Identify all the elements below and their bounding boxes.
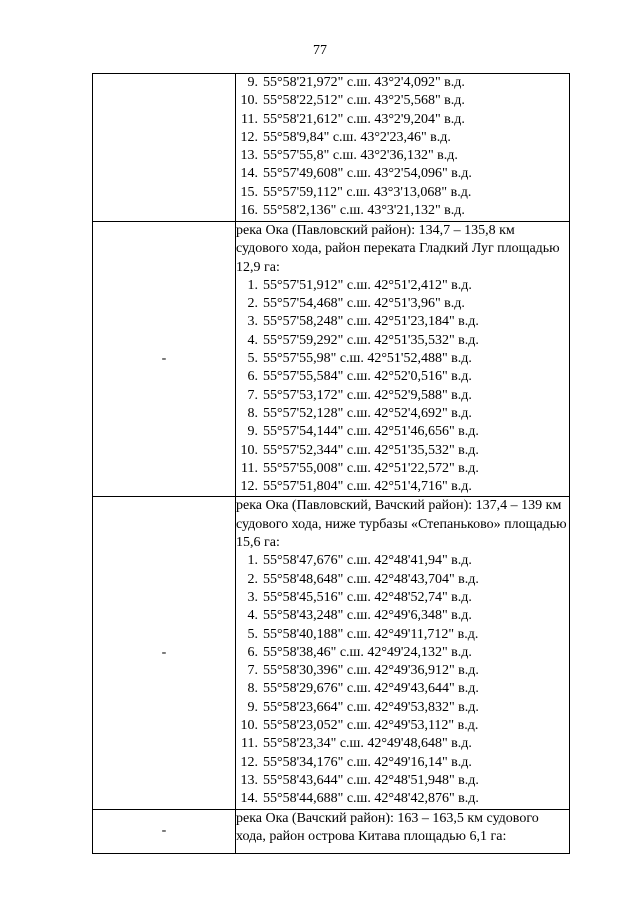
coordinate-list — [236, 74, 569, 220]
coordinate-item — [236, 717, 569, 735]
coordinate-number: 10. — [240, 93, 258, 109]
coordinate-number: 14. — [240, 791, 258, 807]
coordinate-text: 55°58'21,972" с.ш. 43°2'4,092" в.д. — [263, 75, 465, 90]
coordinate-item — [236, 772, 569, 790]
coordinate-item — [236, 147, 569, 165]
coordinate-text: 55°57'55,584" с.ш. 42°52'0,516" в.д. — [263, 369, 472, 385]
coordinate-text: 55°58'23,664" с.ш. 42°49'53,832" в.д. — [263, 699, 479, 715]
coordinate-text: 55°57'55,98" с.ш. 42°51'52,488" в.д. — [263, 351, 472, 367]
coordinate-text: 55°57'51,804" с.ш. 42°51'4,716" в.д. — [263, 479, 472, 495]
coordinate-text: 55°57'58,248" с.ш. 42°51'23,184" в.д. — [263, 314, 479, 330]
coordinate-text: 55°57'51,912" с.ш. 42°51'2,412" в.д. — [263, 277, 472, 293]
section-intro: река Ока (Павловский район): 134,7 – 135,8 км судового хода, район переката Гладкий Луг площадью 12,9 га: — [236, 223, 560, 275]
left-cell: - — [93, 497, 236, 809]
coordinate-item — [236, 368, 569, 386]
coordinate-number: 16. — [240, 203, 258, 219]
coordinate-number: 7. — [247, 387, 258, 403]
coordinate-text: 55°57'54,144" с.ш. 42°51'46,656" в.д. — [263, 424, 479, 440]
coordinate-item — [236, 111, 569, 129]
coordinate-item — [236, 350, 569, 368]
coordinate-text: 55°58'21,612" с.ш. 43°2'9,204" в.д. — [263, 111, 465, 127]
coordinate-number: 7. — [247, 663, 258, 679]
coordinate-number: 3. — [247, 589, 258, 605]
coordinate-text: 55°58'38,46" с.ш. 42°49'24,132" в.д. — [263, 644, 472, 660]
section-intro: река Ока (Павловский, Вачский район): 137,4 – 139 км судового хода, ниже турбазы «Степаньково» площадью 15,6 га: — [236, 498, 567, 551]
coordinate-text: 55°58'23,34" с.ш. 42°49'48,648" в.д. — [263, 736, 472, 752]
coordinate-item — [236, 74, 569, 92]
coordinate-item — [236, 165, 569, 183]
coordinate-item — [236, 184, 569, 202]
coordinate-number: 12. — [240, 754, 258, 770]
coordinate-item — [236, 735, 569, 753]
coordinate-list — [236, 552, 569, 808]
coordinate-item — [236, 313, 569, 331]
coordinate-number: 14. — [240, 166, 258, 182]
coordinate-item — [236, 571, 569, 589]
coordinates-table — [92, 73, 570, 854]
table-row — [93, 809, 570, 853]
coordinate-item — [236, 202, 569, 220]
coordinate-number: 9. — [247, 699, 258, 715]
left-cell: - — [93, 809, 236, 853]
coordinate-item — [236, 644, 569, 662]
coordinate-number: 15. — [240, 184, 258, 200]
coordinate-number: 6. — [247, 369, 258, 385]
coordinate-item — [236, 92, 569, 110]
coordinate-list — [236, 277, 569, 497]
coordinate-item — [236, 405, 569, 423]
coordinate-item — [236, 332, 569, 350]
coordinate-text: 55°58'9,84" с.ш. 43°2'23,46" в.д. — [263, 129, 451, 145]
table-row — [93, 74, 570, 222]
coordinate-text: 55°58'40,188" с.ш. 42°49'11,712" в.д. — [263, 626, 479, 642]
coordinate-number: 4. — [247, 332, 258, 348]
section-intro: река Ока (Вачский район): 163 – 163,5 км судового хода, район острова Китава площадью 6,1 га: — [236, 810, 539, 844]
coordinate-number: 10. — [240, 442, 258, 458]
coordinate-text: 55°58'30,396" с.ш. 42°49'36,912" в.д. — [263, 663, 479, 679]
coordinate-number: 8. — [247, 405, 258, 421]
coordinate-item — [236, 387, 569, 405]
coordinate-text: 55°57'55,8" с.ш. 43°2'36,132" в.д. — [263, 148, 458, 164]
page-number: 77 — [313, 43, 327, 58]
coordinate-number: 9. — [247, 75, 258, 90]
coordinate-text: 55°58'23,052" с.ш. 42°49'53,112" в.д. — [263, 718, 479, 734]
coordinate-text: 55°58'29,676" с.ш. 42°49'43,644" в.д. — [263, 681, 479, 697]
coordinate-number: 2. — [247, 571, 258, 587]
coordinate-item — [236, 552, 569, 570]
coordinate-text: 55°58'22,512" с.ш. 43°2'5,568" в.д. — [263, 93, 465, 109]
coordinate-item — [236, 626, 569, 644]
coordinate-text: 55°57'54,468" с.ш. 42°51'3,96" в.д. — [263, 296, 465, 312]
coordinate-number: 5. — [247, 351, 258, 367]
coordinate-number: 10. — [240, 718, 258, 734]
coordinate-number: 12. — [240, 479, 258, 495]
left-cell: - — [93, 222, 236, 497]
coordinate-number: 11. — [241, 736, 258, 752]
coordinate-item — [236, 423, 569, 441]
coordinate-number: 5. — [247, 626, 258, 642]
coordinate-number: 6. — [247, 644, 258, 660]
coordinate-item — [236, 607, 569, 625]
coordinate-item — [236, 662, 569, 680]
coordinate-text: 55°58'2,136" с.ш. 43°3'21,132" в.д. — [263, 203, 465, 219]
coordinate-item — [236, 129, 569, 147]
coordinate-text: 55°57'52,128" с.ш. 42°52'4,692" в.д. — [263, 405, 472, 421]
coordinate-number: 11. — [241, 460, 258, 476]
coordinate-number: 13. — [240, 148, 258, 164]
coordinate-text: 55°58'44,688" с.ш. 42°48'42,876" в.д. — [263, 791, 479, 807]
description-cell — [236, 74, 570, 222]
coordinate-number: 9. — [247, 424, 258, 440]
coordinate-item — [236, 460, 569, 478]
table-row — [93, 222, 570, 497]
coordinate-text: 55°58'45,516" с.ш. 42°48'52,74" в.д. — [263, 589, 472, 605]
left-cell — [93, 74, 236, 222]
coordinate-text: 55°58'43,644" с.ш. 42°48'51,948" в.д. — [263, 772, 479, 788]
description-cell — [236, 222, 570, 497]
coordinate-number: 3. — [247, 314, 258, 330]
coordinate-item — [236, 277, 569, 295]
coordinate-number: 11. — [241, 111, 258, 127]
coordinate-item — [236, 478, 569, 496]
coordinate-item — [236, 790, 569, 808]
coordinate-text: 55°58'47,676" с.ш. 42°48'41,94" в.д. — [263, 553, 472, 569]
coordinate-text: 55°57'49,608" с.ш. 43°2'54,096" в.д. — [263, 166, 472, 182]
coordinate-text: 55°57'55,008" с.ш. 42°51'22,572" в.д. — [263, 460, 479, 476]
coordinate-number: 1. — [247, 277, 258, 293]
coordinate-number: 4. — [247, 608, 258, 624]
coordinate-number: 8. — [247, 681, 258, 697]
coordinate-item — [236, 680, 569, 698]
coordinate-text: 55°58'43,248" с.ш. 42°49'6,348" в.д. — [263, 608, 472, 624]
coordinate-text: 55°58'48,648" с.ш. 42°48'43,704" в.д. — [263, 571, 479, 587]
coordinate-text: 55°57'59,112" с.ш. 43°3'13,068" в.д. — [263, 184, 472, 200]
coordinate-item — [236, 442, 569, 460]
coordinate-number: 13. — [240, 772, 258, 788]
coordinate-number: 1. — [247, 553, 258, 569]
coordinate-text: 55°57'53,172" с.ш. 42°52'9,588" в.д. — [263, 387, 472, 403]
coordinate-item — [236, 295, 569, 313]
description-cell — [236, 809, 570, 853]
coordinate-text: 55°57'59,292" с.ш. 42°51'35,532" в.д. — [263, 332, 479, 348]
coordinate-number: 12. — [240, 129, 258, 145]
coordinate-text: 55°57'52,344" с.ш. 42°51'35,532" в.д. — [263, 442, 479, 458]
coordinate-item — [236, 754, 569, 772]
coordinate-item — [236, 589, 569, 607]
coordinate-item — [236, 699, 569, 717]
description-cell — [236, 497, 570, 809]
table-row — [93, 497, 570, 809]
coordinate-text: 55°58'34,176" с.ш. 42°49'16,14" в.д. — [263, 754, 472, 770]
coordinate-number: 2. — [247, 296, 258, 312]
